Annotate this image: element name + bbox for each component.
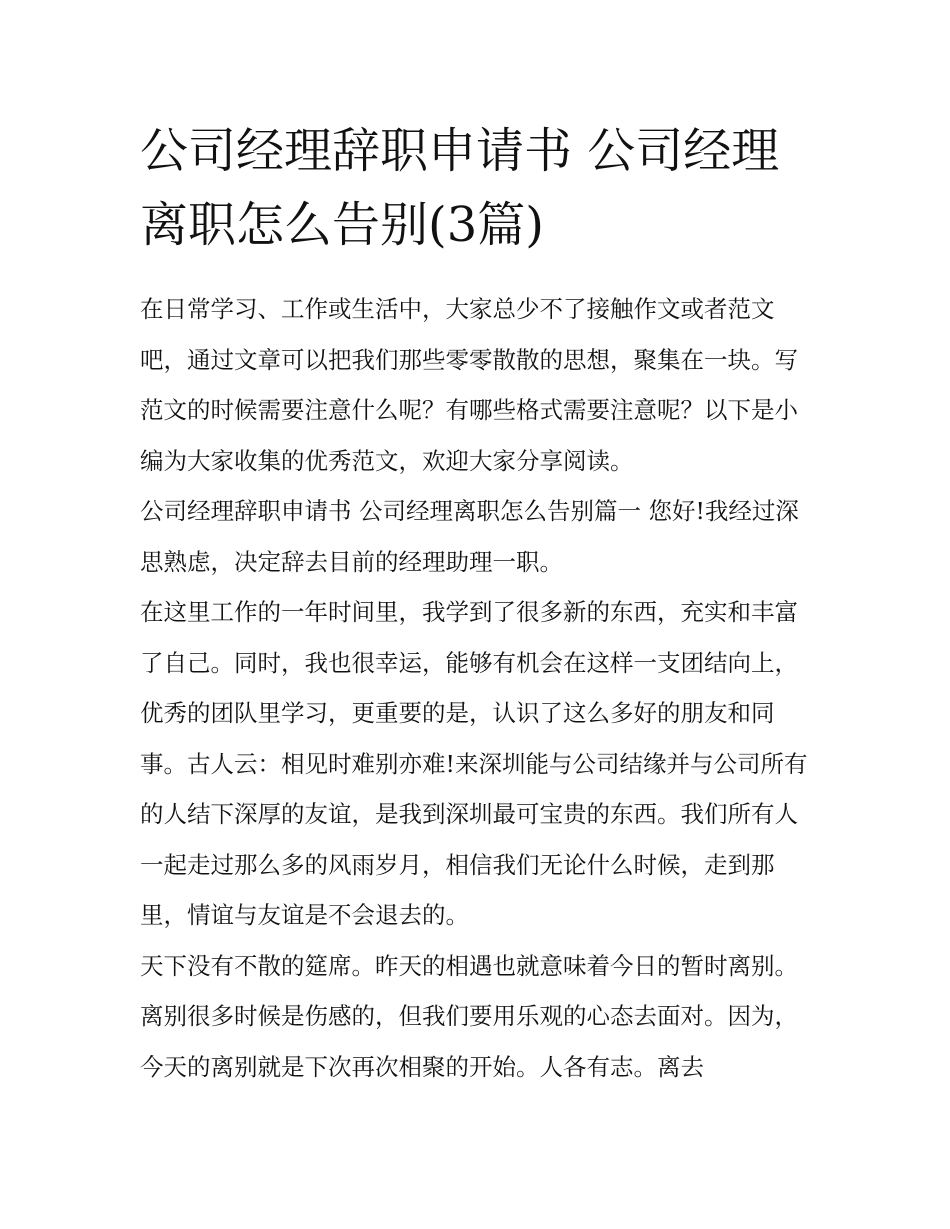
paragraph-intro: 在日常学习、工作或生活中，大家总少不了接触作文或者范文吧，通过文章可以把我们那些零零散散的思想，聚集在一块。写范文的时候需要注意什么呢？有哪些格式需要注意呢？以下是小编为大家收集的优秀范文，欢迎大家分享阅读。 (140, 295, 798, 475)
paragraph-2: 在这里工作的一年时间里，我学到了很多新的东西，充实和丰富了自己。同时，我也很幸运，能够有机会在这样一支团结向上，优秀的团队里学习，更重要的是，认识了这么多好的朋友和同事。古人云：相见时难别亦难!来深圳能与公司结缘并与公司所有的人结下深厚的友谊，是我到深圳最可宝贵的东西。我们所有人一起走过那么多的风雨岁月，相信我们无论什么时候，走到那里，情谊与友谊是不会退去的。 (140, 598, 808, 929)
paragraph-3: 天下没有不散的筵席。昨天的相遇也就意味着今日的暂时离别。离别很多时候是伤感的，但我们要用乐观的心态去面对。因为，今天的离别就是下次再次相聚的开始。人各有志。离去 (140, 951, 798, 1081)
paragraph-1: 公司经理辞职申请书 公司经理离职怎么告别篇一 您好!我经过深思熟虑，决定辞去目前的经理助理一职。 (140, 497, 799, 576)
document-title: 公司经理辞职申请书 公司经理离职怎么告别(3篇) (140, 123, 780, 253)
document-body (140, 284, 820, 1092)
